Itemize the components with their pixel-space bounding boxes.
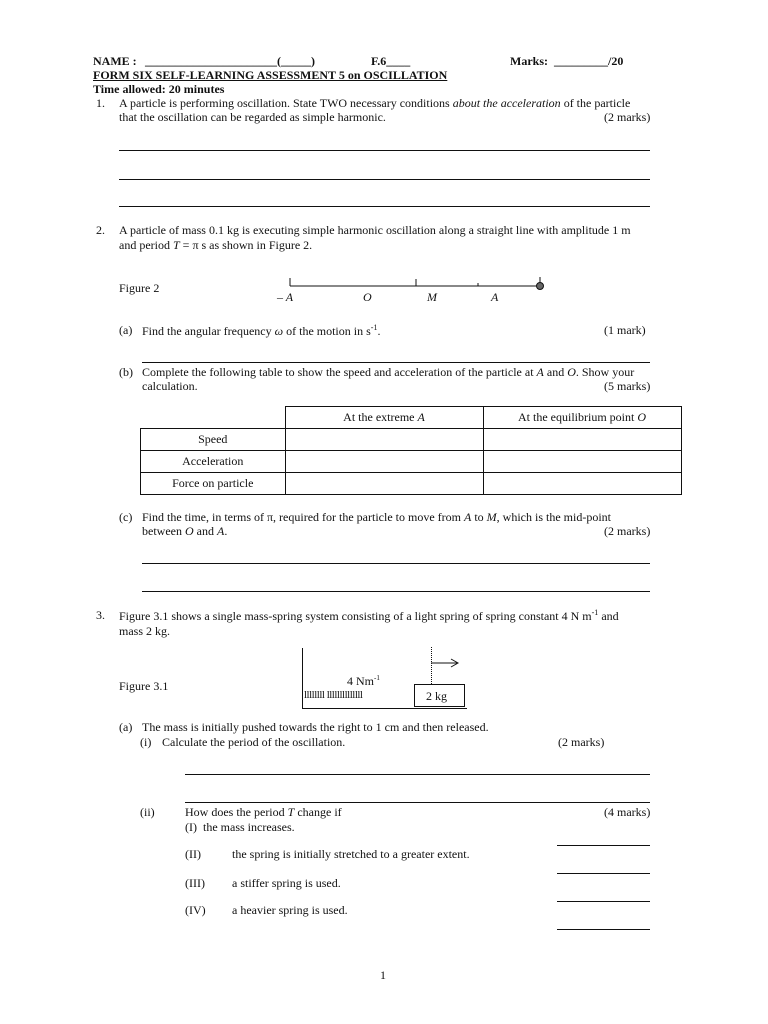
wall bbox=[302, 648, 303, 708]
q2c-answer-line-1[interactable] bbox=[142, 563, 650, 564]
q2a-label: (a) bbox=[119, 323, 133, 337]
q2b-text-line1: Complete the following table to show the speed and acceleration of the particle at A and O. Show your bbox=[142, 365, 635, 379]
q3a-ii-item-3-text: a stiffer spring is used. bbox=[232, 876, 341, 890]
q2a-answer-line[interactable] bbox=[142, 362, 650, 363]
q3a-ii-item-3-label: (III) bbox=[185, 876, 205, 890]
q3a-i-answer-line-2[interactable] bbox=[185, 802, 650, 803]
cell-acceleration-equilibrium[interactable] bbox=[483, 451, 681, 473]
q2c-label: (c) bbox=[119, 510, 133, 524]
q2-number: 2. bbox=[96, 223, 105, 237]
q2-text-line1: A particle of mass 0.1 kg is executing simple harmonic oscillation along a straight line with amplitude 1 m bbox=[119, 223, 631, 237]
floor bbox=[302, 708, 467, 709]
time-allowed: Time allowed: 20 minutes bbox=[93, 82, 225, 96]
q1-text-line1: A particle is performing oscillation. State TWO necessary conditions about the acceleration of the particle bbox=[119, 96, 631, 110]
q3a-text: The mass is initially pushed towards the right to 1 cm and then released. bbox=[142, 720, 489, 734]
q1-answer-line-3[interactable] bbox=[119, 206, 650, 207]
cell-speed-extreme[interactable] bbox=[285, 429, 483, 451]
q3-number: 3. bbox=[96, 608, 105, 622]
q2c-marks: (2 marks) bbox=[604, 524, 651, 538]
cell-acceleration-extreme[interactable] bbox=[285, 451, 483, 473]
q1-marks: (2 marks) bbox=[604, 110, 651, 124]
q3a-ii-answer-1[interactable] bbox=[557, 845, 650, 846]
q3a-ii-answer-3[interactable] bbox=[557, 901, 650, 902]
spring-coils: llllllll llllllllllllll bbox=[304, 689, 363, 701]
q2c-text-line1: Find the time, in terms of π, required for the particle to move from A to M, which is the mid-point bbox=[142, 510, 611, 524]
q3a-ii-item-2-text: the spring is initially stretched to a greater extent. bbox=[232, 847, 470, 861]
q1-number: 1. bbox=[96, 96, 105, 110]
q3a-ii-label: (ii) bbox=[140, 805, 155, 819]
q3a-ii-item-1: (I) the mass increases. bbox=[185, 820, 295, 834]
marks-field[interactable]: _________/20 bbox=[554, 54, 624, 68]
q1-answer-line-1[interactable] bbox=[119, 150, 650, 151]
cell-force-extreme[interactable] bbox=[285, 473, 483, 495]
col-header-equilibrium: At the equilibrium point O bbox=[483, 407, 681, 429]
label-o: O bbox=[363, 290, 372, 304]
q3a-ii-item-2-label: (II) bbox=[185, 847, 201, 861]
q2c-answer-line-2[interactable] bbox=[142, 591, 650, 592]
col-header-extreme: At the extreme A bbox=[285, 407, 483, 429]
q3a-ii-item-4-label: (IV) bbox=[185, 903, 206, 917]
particle bbox=[537, 283, 544, 290]
figure-2-label: Figure 2 bbox=[119, 281, 160, 295]
q3a-ii-item-4-text: a heavier spring is used. bbox=[232, 903, 348, 917]
speed-acceleration-table bbox=[140, 406, 682, 495]
q2b-text-line2: calculation. bbox=[142, 379, 198, 393]
q3-text-line1: Figure 3.1 shows a single mass-spring system consisting of a light spring of spring constant 4 N $m^{-1}$ and bbox=[119, 608, 619, 623]
name-field[interactable]: ______________________(_____) bbox=[145, 54, 315, 68]
q2a-marks: (1 mark) bbox=[604, 323, 646, 337]
row-header-speed: Speed bbox=[141, 429, 286, 451]
q3a-i-answer-line-1[interactable] bbox=[185, 774, 650, 775]
label-a: A bbox=[491, 290, 499, 304]
mass-label: 2 kg bbox=[426, 689, 447, 703]
right-arrow-icon bbox=[431, 658, 461, 668]
table-corner bbox=[141, 407, 286, 429]
q3a-i-label: (i) bbox=[140, 735, 152, 749]
row-header-acceleration: Acceleration bbox=[141, 451, 286, 473]
q2a-text: Find the angular frequency ω of the motion in $s^{-1}$. bbox=[142, 323, 381, 338]
figure-3-1-label: Figure 3.1 bbox=[119, 679, 169, 693]
cell-force-equilibrium[interactable] bbox=[483, 473, 681, 495]
q3a-label: (a) bbox=[119, 720, 133, 734]
cell-speed-equilibrium[interactable] bbox=[483, 429, 681, 451]
spring-constant-label: 4 $Nm^{-1}$ bbox=[347, 674, 380, 688]
row-header-force: Force on particle bbox=[141, 473, 286, 495]
page-number: 1 bbox=[380, 968, 386, 982]
marks-label: Marks: bbox=[510, 54, 548, 68]
class-field[interactable]: F.6____ bbox=[371, 54, 411, 68]
q3a-ii-answer-4[interactable] bbox=[557, 929, 650, 930]
label-neg-a: – A bbox=[277, 290, 294, 304]
q1-answer-line-2[interactable] bbox=[119, 179, 650, 180]
q3a-ii-text: How does the period T change if bbox=[185, 805, 342, 819]
page-title: FORM SIX SELF-LEARNING ASSESSMENT 5 on OSCILLATION bbox=[93, 68, 448, 82]
q3-text-line2: mass 2 kg. bbox=[119, 624, 170, 638]
q2-text-line2: and period T = π s as shown in Figure 2. bbox=[119, 238, 313, 252]
label-m: M bbox=[427, 290, 437, 304]
q2b-marks: (5 marks) bbox=[604, 379, 651, 393]
figure-2-diagram bbox=[280, 272, 550, 306]
q2c-text-line2: between O and A. bbox=[142, 524, 228, 538]
q3a-ii-marks: (4 marks) bbox=[604, 805, 651, 819]
name-label: NAME : bbox=[93, 54, 137, 68]
q3a-i-marks: (2 marks) bbox=[558, 735, 605, 749]
q1-text-line2: that the oscillation can be regarded as simple harmonic. bbox=[119, 110, 386, 124]
q3a-i-text: Calculate the period of the oscillation. bbox=[162, 735, 346, 749]
q3a-ii-answer-2[interactable] bbox=[557, 873, 650, 874]
q2b-label: (b) bbox=[119, 365, 133, 379]
